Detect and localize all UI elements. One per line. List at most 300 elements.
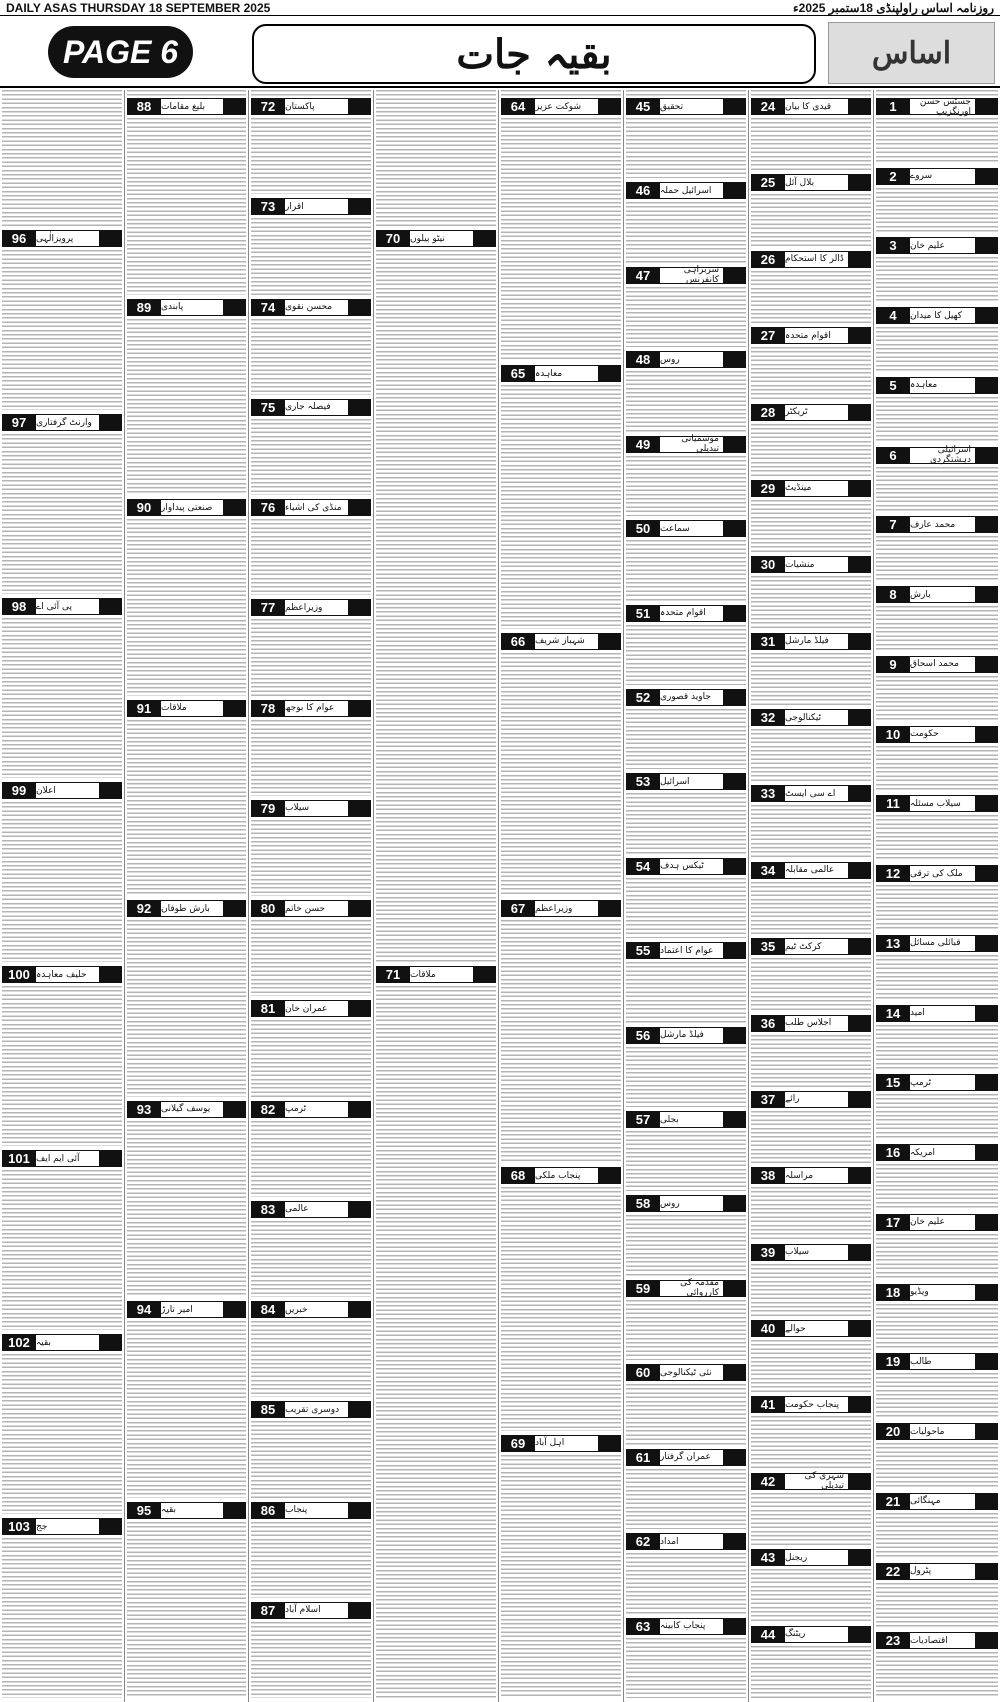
continuation-title: عالمی مقابلہ [785,862,849,879]
continuation-title: علیم خان [910,1214,976,1231]
article-text [626,1047,746,1107]
baqiya-badge [849,938,871,955]
article-text [751,729,871,781]
continuation-title: ماحولیات [910,1423,976,1440]
continuation-title: اعلان [36,782,100,799]
baqiya-badge [100,1334,122,1351]
baqiya-badge [849,1015,871,1032]
continuation-number: 64 [501,98,535,115]
baqiya-badge [849,98,871,115]
baqiya-badge [100,414,122,431]
continuation-title: طالب [910,1353,976,1370]
continuation-header [876,516,998,533]
baqiya-badge [976,935,998,952]
continuation-header [626,1027,746,1044]
continuation-title: اسرائیلی دہشتگردی [910,447,976,464]
article-text [876,1652,998,1698]
baqiya-badge [599,365,621,382]
continuation-header [626,1111,746,1128]
article-text [876,1234,998,1280]
column-6 [623,90,748,1702]
baqiya-badge [724,436,746,453]
article-text [2,434,122,594]
baqiya-badge [100,966,122,983]
continuation-header [876,168,998,185]
continuation-title: وارنٹ گرفتاری [36,414,100,431]
article-text [501,385,621,628]
continuation-title: پنجاب ملکی [535,1167,599,1184]
continuation-title: حلیف معاہدہ [36,966,100,983]
continuation-number: 34 [751,862,785,879]
continuation-header [251,700,371,717]
continuation-header [2,1150,122,1167]
continuation-header [251,1201,371,1218]
continuation-number: 59 [626,1280,660,1297]
continuation-number: 76 [251,499,285,516]
continuation-title: مینڈیٹ [785,480,849,497]
continuation-header [251,399,371,416]
continuation-header [501,98,621,115]
continuation-number: 1 [876,98,910,115]
baqiya-badge [724,267,746,284]
baqiya-badge [976,1632,998,1649]
baqiya-badge [349,1301,371,1318]
baqiya-badge [724,1449,746,1466]
continuation-number: 13 [876,935,910,952]
baqiya-badge [849,1473,871,1490]
continuation-title: روس [660,1195,724,1212]
article-text [751,1569,871,1621]
continuation-header [2,414,122,431]
baqiya-badge [349,800,371,817]
continuation-header [876,1493,998,1510]
continuation-header [876,1005,998,1022]
continuation-number: 84 [251,1301,285,1318]
article-text [876,467,998,513]
baqiya-badge [976,865,998,882]
column-8 [873,90,1000,1702]
continuation-number: 92 [127,900,161,917]
article-text [751,1646,871,1698]
continuation-number: 71 [376,966,410,983]
continuation-number: 68 [501,1167,535,1184]
continuation-number: 43 [751,1549,785,1566]
continuation-header [751,556,871,573]
continuation-title: جسٹس حسن اورنگزیب [910,98,976,115]
baqiya-badge [100,782,122,799]
continuation-title: اقرار [285,198,349,215]
continuation-header [127,98,246,115]
baqiya-badge [224,1502,246,1519]
continuation-number: 52 [626,689,660,706]
continuation-header [876,656,998,673]
baqiya-badge [349,1401,371,1418]
baqiya-badge [724,942,746,959]
continuation-number: 69 [501,1435,535,1452]
continuation-title: منڈی کی اشیاء [285,499,349,516]
baqiya-badge [599,98,621,115]
article-text [876,90,998,96]
continuation-number: 82 [251,1101,285,1118]
continuation-number: 23 [876,1632,910,1649]
continuation-number: 45 [626,98,660,115]
continuation-title: ٹرمپ [285,1101,349,1118]
baqiya-badge [349,98,371,115]
baqiya-badge [224,1101,246,1118]
continuation-title: ٹرمپ [910,1074,976,1091]
continuation-title: جاوید قصوری [660,689,724,706]
continuation-number: 6 [876,447,910,464]
continuation-title: عمران گرفتار [660,1449,724,1466]
continuation-header [501,1435,621,1452]
article-text [626,962,746,1022]
baqiya-badge [349,198,371,215]
continuation-header [751,1473,871,1490]
article-text [751,1416,871,1468]
continuation-title: یوسف گیلانی [161,1101,224,1118]
baqiya-badge [474,230,496,247]
continuation-title: ریٹنگ [785,1626,849,1643]
continuation-number: 66 [501,633,535,650]
continuation-title: آئی ایم ایف [36,1150,100,1167]
article-text [251,118,371,194]
article-columns [0,90,1000,1702]
continuation-header [751,785,871,802]
baqiya-badge [349,499,371,516]
article-text [876,1443,998,1489]
continuation-header [626,98,746,115]
article-text [876,536,998,582]
continuation-header [626,942,746,959]
continuation-title: سروے [910,168,976,185]
continuation-title: بلیغ مقامات [161,98,224,115]
continuation-title: علیم خان [910,237,976,254]
baqiya-badge [849,1626,871,1643]
continuation-title: حسن خاتم [285,900,349,917]
continuation-number: 73 [251,198,285,215]
baqiya-badge [849,327,871,344]
continuation-title: دوسری تقریب [285,1401,349,1418]
continuation-title: پابندی [161,299,224,316]
baqiya-badge [100,230,122,247]
article-text [876,1025,998,1071]
continuation-number: 89 [127,299,161,316]
baqiya-badge [976,1353,998,1370]
article-text [876,327,998,373]
continuation-header [626,267,746,284]
baqiya-badge [349,1101,371,1118]
continuation-title: سربراہی کانفرنس [660,267,724,284]
continuation-title: محسن نقوی [285,299,349,316]
page-number-badge: PAGE 6 [48,26,193,78]
article-text [501,920,621,1163]
continuation-title: بقیہ [161,1502,224,1519]
continuation-title: عوام کا بوجھ [285,700,349,717]
baqiya-badge [976,1563,998,1580]
continuation-number: 40 [751,1320,785,1337]
urdu-dateline: روزنامہ اساس راولپنڈی 18ستمبر 2025ء [793,0,994,15]
continuation-number: 47 [626,267,660,284]
continuation-header [626,520,746,537]
continuation-title: نیٹو بیلوں [410,230,474,247]
continuation-header [751,862,871,879]
article-text [626,793,746,853]
continuation-title: عالمی [285,1201,349,1218]
continuation-title: بارش طوفان [161,900,224,917]
continuation-number: 101 [2,1150,36,1167]
continuation-number: 14 [876,1005,910,1022]
article-text [751,347,871,399]
baqiya-badge [849,1320,871,1337]
continuation-title: خبریں [285,1301,349,1318]
article-text [876,606,998,652]
baqiya-badge [724,182,746,199]
continuation-header [251,599,371,616]
article-text [127,1522,246,1699]
article-text [127,1321,246,1498]
baqiya-badge [849,1167,871,1184]
article-text [751,118,871,170]
article-text [251,1522,371,1598]
continuation-header [751,404,871,421]
continuation-number: 53 [626,773,660,790]
article-text [626,1384,746,1444]
continuation-number: 70 [376,230,410,247]
continuation-number: 100 [2,966,36,983]
baqiya-badge [849,1091,871,1108]
baqiya-badge [976,1284,998,1301]
baqiya-badge [599,1435,621,1452]
article-text [127,920,246,1097]
article-text [751,424,871,476]
baqiya-badge [976,516,998,533]
baqiya-badge [349,399,371,416]
baqiya-badge [976,656,998,673]
article-text [626,540,746,600]
continuation-number: 62 [626,1533,660,1550]
article-text [626,1131,746,1191]
continuation-number: 81 [251,1000,285,1017]
top-bar [0,0,1000,16]
article-text [376,90,496,228]
continuation-header [501,1167,621,1184]
continuation-number: 24 [751,98,785,115]
baqiya-badge [976,98,998,115]
continuation-number: 44 [751,1626,785,1643]
continuation-number: 32 [751,709,785,726]
continuation-title: شوکت عزیز [535,98,599,115]
continuation-number: 95 [127,1502,161,1519]
continuation-number: 10 [876,726,910,743]
continuation-header [876,795,998,812]
article-text [626,878,746,938]
baqiya-badge [349,900,371,917]
baqiya-badge [849,404,871,421]
continuation-title: پی آئی اے [36,598,100,615]
continuation-header [251,198,371,215]
continuation-header [751,938,871,955]
article-text [2,250,122,410]
continuation-number: 83 [251,1201,285,1218]
continuation-title: پاکستان [285,98,349,115]
article-text [2,1354,122,1514]
continuation-header [251,1101,371,1118]
baqiya-badge [724,98,746,115]
continuation-title: اقوام متحدہ [660,605,724,622]
continuation-header [2,598,122,615]
continuation-number: 91 [127,700,161,717]
column-7 [748,90,873,1702]
continuation-header [127,1301,246,1318]
continuation-number: 33 [751,785,785,802]
baqiya-badge [849,1549,871,1566]
article-text [251,1121,371,1197]
continuation-number: 15 [876,1074,910,1091]
baqiya-badge [849,1396,871,1413]
baqiya-badge [724,351,746,368]
continuation-title: ملاقات [161,700,224,717]
article-text [751,958,871,1010]
continuation-number: 35 [751,938,785,955]
continuation-header [2,230,122,247]
article-text [2,1538,122,1698]
continuation-header [876,307,998,324]
article-text [251,619,371,695]
continuation-number: 8 [876,586,910,603]
continuation-title: اسرائیل حملہ [660,182,724,199]
newspaper-logo: اساس [828,22,995,84]
article-text [751,1493,871,1545]
article-text [751,576,871,628]
article-text [251,419,371,495]
continuation-title: کھیل کا میدان [910,307,976,324]
continuation-header [2,966,122,983]
continuation-header [751,480,871,497]
article-text [501,90,621,96]
continuation-header [127,700,246,717]
continuation-header [876,237,998,254]
continuation-header [2,1518,122,1535]
continuation-header [251,1401,371,1418]
continuation-title: اقتصادیات [910,1632,976,1649]
article-text [626,287,746,347]
continuation-title: امیر تارڑ [161,1301,224,1318]
continuation-number: 75 [251,399,285,416]
article-text [501,653,621,896]
baqiya-badge [599,1167,621,1184]
continuation-title: معاہدہ [910,377,976,394]
baqiya-badge [724,773,746,790]
article-text [251,218,371,294]
article-text [127,519,246,696]
continuation-number: 37 [751,1091,785,1108]
article-text [2,1170,122,1330]
baqiya-badge [349,599,371,616]
continuation-header [751,709,871,726]
continuation-number: 46 [626,182,660,199]
continuation-header [251,1301,371,1318]
article-text [626,625,746,685]
continuation-number: 5 [876,377,910,394]
baqiya-badge [724,689,746,706]
continuation-number: 57 [626,1111,660,1128]
continuation-number: 3 [876,237,910,254]
continuation-number: 27 [751,327,785,344]
continuation-title: امریکہ [910,1144,976,1161]
column-4 [373,90,498,1702]
article-text [501,1455,621,1698]
article-text [251,90,371,96]
baqiya-badge [100,1518,122,1535]
article-text [2,986,122,1146]
article-text [626,90,746,96]
continuation-header [127,1502,246,1519]
article-text [251,1221,371,1297]
baqiya-badge [849,785,871,802]
continuation-number: 21 [876,1493,910,1510]
continuation-title: امداد [660,1533,724,1550]
continuation-header [251,1502,371,1519]
continuation-header [626,773,746,790]
continuation-header [751,1167,871,1184]
continuation-number: 28 [751,404,785,421]
continuation-number: 38 [751,1167,785,1184]
continuation-title: بلال آئل [785,174,849,191]
continuation-number: 41 [751,1396,785,1413]
continuation-title: سماعت [660,520,724,537]
continuation-number: 50 [626,520,660,537]
continuation-header [876,935,998,952]
baqiya-badge [724,1111,746,1128]
continuation-header [876,1353,998,1370]
continuation-title: مراسلہ [785,1167,849,1184]
article-text [501,118,621,361]
article-text [876,188,998,234]
continuation-header [127,499,246,516]
continuation-header [626,1195,746,1212]
continuation-header [876,1423,998,1440]
baqiya-badge [599,900,621,917]
continuation-title: پنجاب [285,1502,349,1519]
article-text [626,1469,746,1529]
continuation-number: 63 [626,1618,660,1635]
continuation-title: سیلاب مسئلہ [910,795,976,812]
article-text [876,257,998,303]
continuation-header [251,800,371,817]
article-text [751,271,871,323]
continuation-title: تحقیق [660,98,724,115]
continuation-number: 16 [876,1144,910,1161]
continuation-number: 90 [127,499,161,516]
baqiya-badge [224,1301,246,1318]
continuation-number: 2 [876,168,910,185]
continuation-number: 77 [251,599,285,616]
article-text [751,653,871,705]
article-text [751,1187,871,1239]
baqiya-badge [724,520,746,537]
continuation-title: وزیراعظم [285,599,349,616]
continuation-header [876,726,998,743]
baqiya-badge [599,633,621,650]
continuation-header [127,1101,246,1118]
continuation-number: 74 [251,299,285,316]
continuation-title: رائے [785,1091,849,1108]
continuation-header [626,858,746,875]
continuation-title: اسرائیل [660,773,724,790]
article-text [876,1513,998,1559]
article-text [127,720,246,897]
article-text [626,1300,746,1360]
